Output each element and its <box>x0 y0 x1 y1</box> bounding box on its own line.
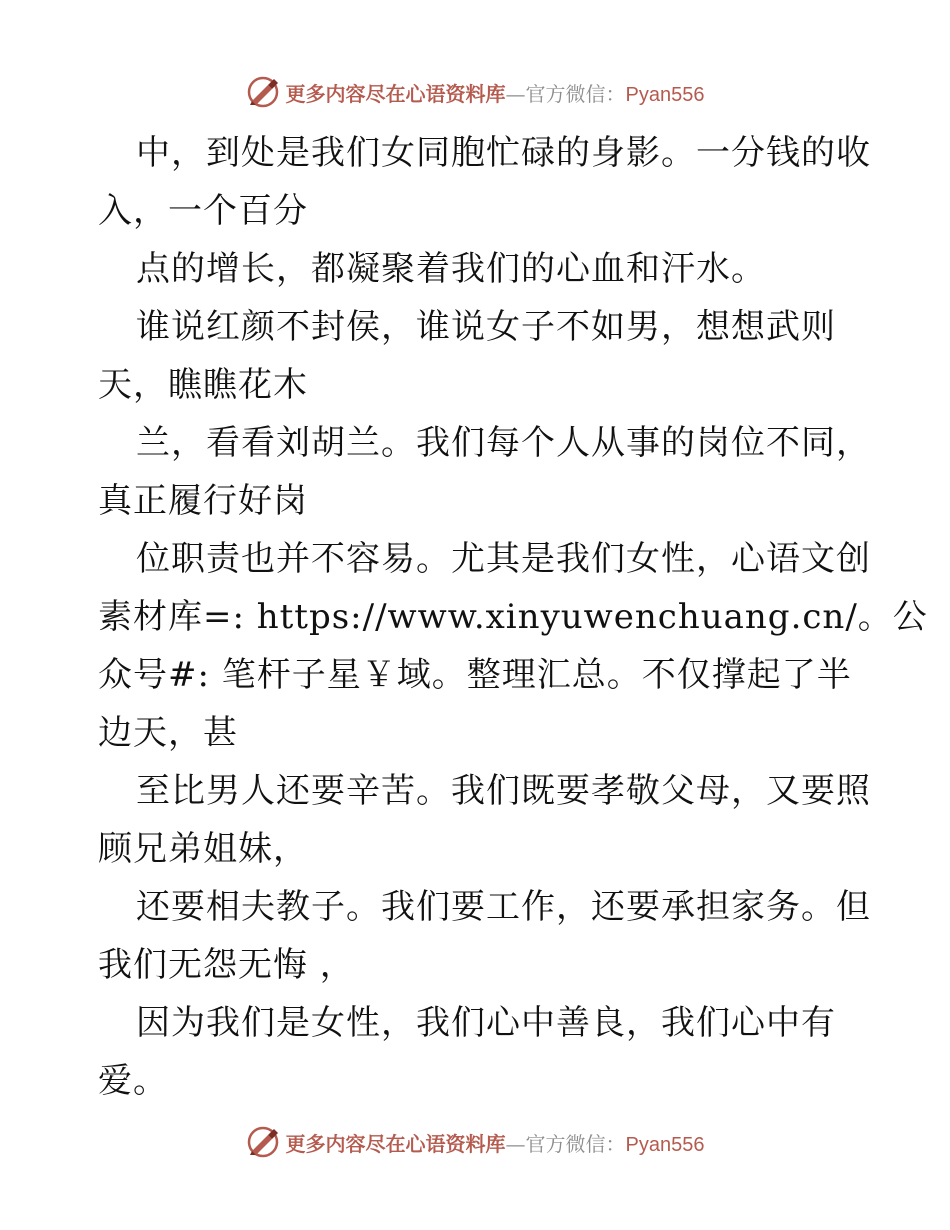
text-line: 谁说红颜不封侯，谁说女子不如男，想想武则 <box>136 307 836 347</box>
text-line: 位职责也并不容易。尤其是我们女性，心语文创 <box>136 539 871 579</box>
footer-watermark-main: 更多内容尽在心语资料库 <box>285 1131 506 1156</box>
text-line: 因为我们是女性，我们心中善良，我们心中有 <box>136 1003 836 1043</box>
footer-watermark-text <box>286 1128 705 1157</box>
text-line: 真正履行好岗 <box>98 481 308 521</box>
header-watermark <box>0 72 950 112</box>
text-line: 素材库=: https://www.xinyuwenchuang.cn/。公 <box>98 597 928 637</box>
text-line: 天，瞧瞧花木 <box>98 365 308 405</box>
text-line: 还要相夫教子。我们要工作，还要承担家务。但 <box>136 887 871 927</box>
footer-watermark-official: 官方微信： <box>525 1131 626 1156</box>
header-watermark-official: 官方微信： <box>525 81 626 106</box>
text-line: 兰，看看刘胡兰。我们每个人从事的岗位不同， <box>136 423 871 463</box>
text-line: 点的增长，都凝聚着我们的心血和汗水。 <box>136 249 766 289</box>
text-line: 至比男人还要辛苦。我们既要孝敬父母，又要照 <box>136 771 871 811</box>
text-line: 顾兄弟姐妹， <box>98 829 308 869</box>
text-line: 边天，甚 <box>98 713 238 753</box>
pen-logo-icon <box>246 75 280 109</box>
footer-watermark-dash: — <box>505 1131 526 1156</box>
pen-logo-icon <box>246 1125 280 1159</box>
text-line: 我们无怨无悔 ， <box>98 945 355 985</box>
text-line: 爱。 <box>98 1061 168 1101</box>
footer-watermark-wechat-id: Pyan556 <box>625 1133 705 1156</box>
text-line: 入，一个百分 <box>98 191 308 231</box>
header-watermark-dash: — <box>505 81 526 106</box>
header-watermark-text <box>286 78 705 107</box>
footer-watermark <box>0 1122 950 1162</box>
document-body <box>98 124 928 1110</box>
text-line: 中，到处是我们女同胞忙碌的身影。一分钱的收 <box>136 133 871 173</box>
text-line: 众号#: 笔杆子星￥域。整理汇总。不仅撑起了半 <box>98 655 852 695</box>
header-watermark-main: 更多内容尽在心语资料库 <box>285 81 506 106</box>
header-watermark-wechat-id: Pyan556 <box>625 83 705 106</box>
